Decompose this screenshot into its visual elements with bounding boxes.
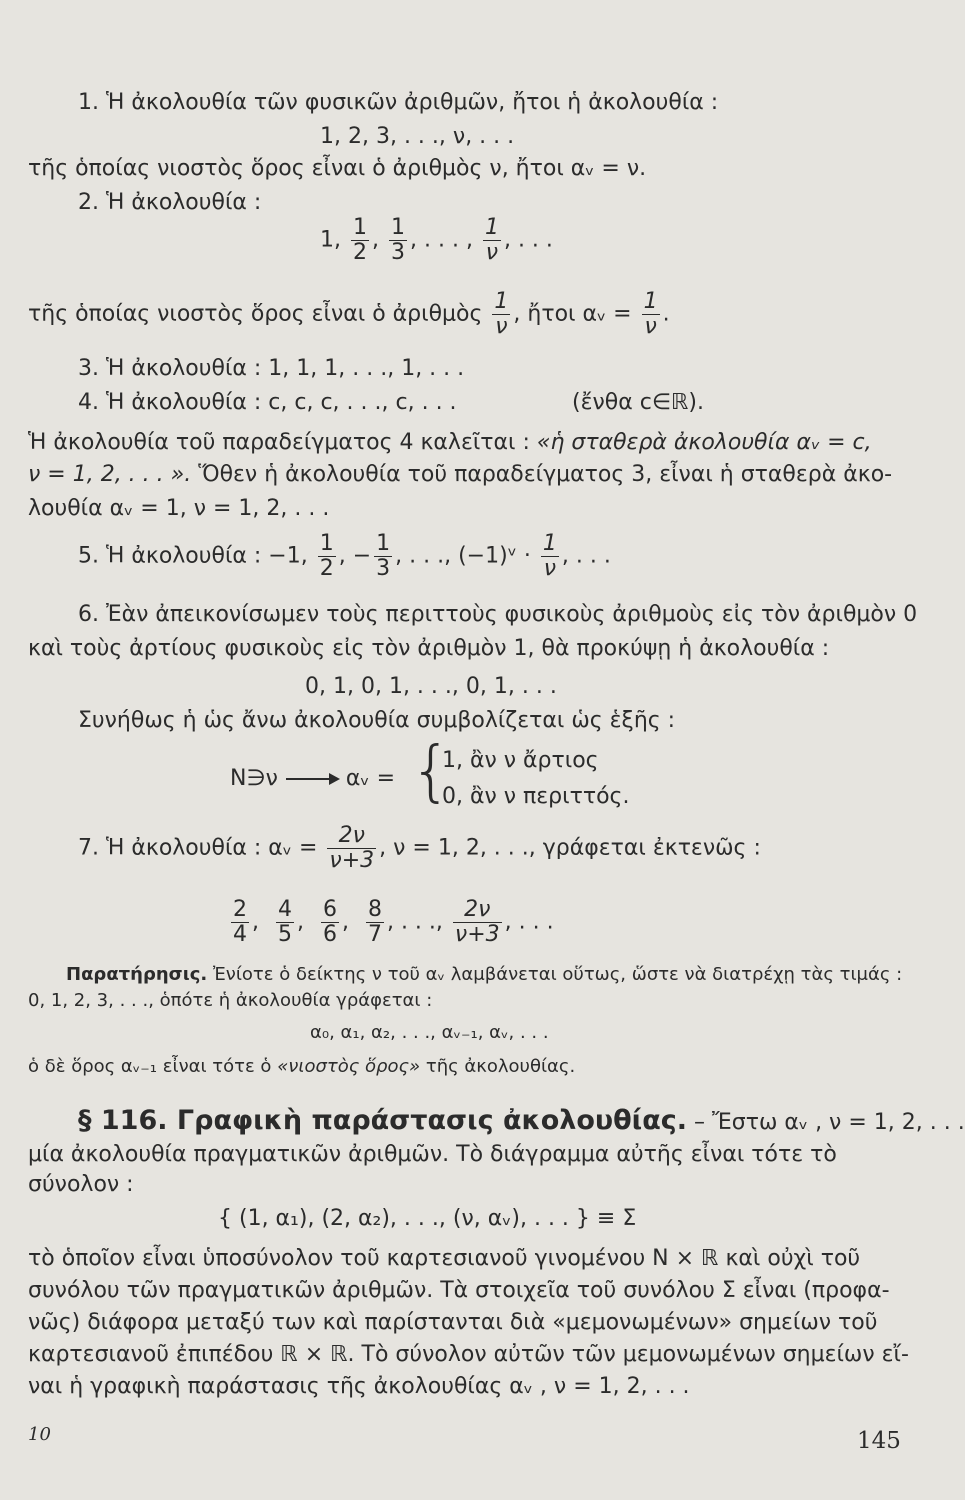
section-title-tail: – Ἔστω αᵥ , ν = 1, 2, . . .: [694, 1110, 965, 1135]
item-6-line-3: Συνήθως ἡ ὡς ἄνω ἀκολουθία συμβολίζεται ὡς ἑξῆς :: [78, 708, 676, 733]
fraction-1-v-a: [492, 290, 510, 339]
denominator: 7: [367, 922, 382, 947]
item-4-p1-italic: «ἡ σταθερὰ ἀκολουθία αᵥ = c,: [536, 430, 872, 455]
item-3-text: 3. Ἡ ἀκολουθία : 1, 1, 1, . . ., 1, . . .: [78, 356, 465, 381]
denominator: 4: [233, 922, 247, 947]
numerator: 4: [277, 897, 292, 922]
item-7-expanded: $\frac{2}{4}$ , $\frac{4}{5}$ , $\frac{6}{6}$ , $\frac{8}{7}$ , . . ., $\frac{2\nu}{\nu+3}$ , . . .: [233, 897, 554, 947]
section-para-5: ναι ἡ γραφικὴ παράστασις τῆς ἀκολουθίας αᵥ , ν = 1, 2, . . .: [28, 1374, 690, 1399]
numerator: 1: [376, 531, 391, 556]
section-title: § 116. Γραφικὴ παράστασις ἀκολουθίας.: [78, 1105, 688, 1136]
numerator: 1: [391, 215, 405, 240]
fraction-1-2: [351, 216, 369, 265]
remark-line-3: [28, 1056, 575, 1078]
item-7-line: [78, 824, 761, 873]
denominator: ν+3: [454, 922, 500, 947]
numerator: 1: [484, 215, 499, 240]
denominator: 3: [376, 556, 391, 581]
page-number: 145: [857, 1428, 901, 1454]
item-2-text-c: .: [662, 301, 670, 327]
curly-brace-icon: {: [410, 732, 452, 809]
remark-text-3b: τῆς ἀκολουθίας.: [425, 1056, 576, 1077]
fraction-4-5: [276, 898, 294, 947]
section-para-3: νῶς) διάφορα μεταξύ των καὶ παρίστανται διὰ «μεμονωμένων» σημείων τοῦ: [28, 1310, 878, 1335]
seq-mid: , . . . ,: [410, 227, 473, 253]
arrow-icon: [286, 778, 338, 780]
fraction-1-v: [483, 216, 501, 265]
item-2-lead: 2. Ἡ ἀκολουθία :: [78, 190, 262, 215]
item-2-sequence: 1, $\frac{1}{2}$ , $\frac{1}{3}$ , . . . , $\frac{1}{\nu}$ , . . .: [320, 215, 553, 265]
fraction-general: [327, 824, 376, 873]
denominator: 5: [277, 922, 292, 947]
item-6-line-2: καὶ τοὺς ἀρτίους φυσικοὺς εἰς τὸν ἀριθμὸν 1, θὰ προκύψῃ ἡ ἀκολουθία :: [28, 636, 830, 661]
item-5-mid: , . . ., (−1)ᵛ ·: [395, 543, 531, 569]
denominator: ν: [644, 314, 657, 339]
item-7-tail: , ν = 1, 2, . . ., γράφεται ἐκτενῶς :: [379, 835, 761, 861]
item-7-end: , . . .: [504, 909, 554, 935]
item-6-sequence: 0, 1, 0, 1, . . ., 0, 1, . . .: [305, 674, 557, 699]
remark-line-1: [66, 964, 902, 986]
numerator: 1: [319, 531, 334, 556]
remark-text-1: Ἐνίοτε ὁ δείκτης ν τοῦ αᵥ λαμβάνεται οὕτως, ὥστε νὰ διατρέχῃ τὰς τιμάς :: [212, 964, 903, 985]
item-6-case-1: 1, ἂν ν ἄρτιος: [442, 748, 599, 773]
item-7-dots: , . . .,: [386, 909, 443, 935]
mapping-value: αᵥ =: [345, 766, 396, 791]
item-7-lead: 7. Ἡ ἀκολουθία : αᵥ =: [78, 835, 318, 861]
denominator: ν+3: [329, 848, 375, 873]
remark-text-3a: ὁ δὲ ὅρος αᵥ₋₁ εἶναι τότε ὁ: [28, 1056, 272, 1077]
section-set: { (1, α₁), (2, α₂), . . ., (ν, αᵥ), . . . } ≡ Σ: [218, 1206, 637, 1231]
item-1-text: τῆς ὁποίας νιοστὸς ὅρος εἶναι ὁ ἀριθμὸς ν, ἤτοι αᵥ = ν.: [28, 156, 647, 181]
section-heading-line: [78, 1105, 965, 1136]
numerator: 2ν: [453, 898, 502, 923]
remark-label: Παρατήρησις.: [66, 964, 208, 985]
numerator: 2ν: [327, 824, 376, 849]
remark-text-3-italic: «νιοστὸς ὅρος»: [277, 1056, 421, 1077]
denominator: 6: [322, 922, 337, 947]
fraction-2-4: [231, 898, 249, 947]
item-4-p1: [28, 430, 872, 456]
mapping-domain: N∋ν: [230, 766, 278, 791]
section-line-2: μία ἀκολουθία πραγματικῶν ἀριθμῶν. Τὸ διάγραμμα αὐτῆς εἶναι τότε τὸ: [28, 1142, 837, 1167]
item-6-mapping: [230, 766, 395, 792]
remark-sequence: α₀, α₁, α₂, . . ., αᵥ₋₁, αᵥ, . . .: [310, 1022, 549, 1043]
section-para-2: συνόλου τῶν πραγματικῶν ἀριθμῶν. Τὰ στοιχεῖα τοῦ συνόλου Σ εἶναι (προφα-: [28, 1278, 890, 1303]
item-4-p3: λουθία αᵥ = 1, ν = 1, 2, . . .: [28, 496, 330, 521]
item-4-p2-italic: ν = 1, 2, . . . ».: [28, 462, 192, 487]
item-6-line-1: 6. Ἐὰν ἀπεικονίσωμεν τοὺς περιττοὺς φυσικοὺς ἀριθμοὺς εἰς τὸν ἀριθμὸν 0: [78, 602, 918, 627]
denominator: ν: [485, 240, 499, 265]
item-5-sep: , −: [338, 543, 372, 569]
item-4-p2: [28, 462, 892, 488]
denominator: ν: [495, 314, 508, 339]
numerator: 1: [643, 289, 658, 314]
denominator: 2: [319, 556, 334, 581]
item-1-lead: 1. Ἡ ἀκολουθία τῶν φυσικῶν ἀριθμῶν, ἤτοι ἡ ἀκολουθία :: [78, 90, 719, 115]
denominator: 2: [353, 240, 367, 265]
fraction-1-3: [389, 216, 407, 265]
item-5-end: , . . .: [561, 543, 611, 569]
fraction-general-term: [453, 898, 502, 947]
item-5-line: [78, 532, 611, 581]
fraction-6-6: [321, 898, 339, 947]
numerator: 1: [494, 289, 509, 314]
numerator: 2: [233, 897, 247, 922]
remark-line-2: 0, 1, 2, 3, . . ., ὁπότε ἡ ἀκολουθία γράφεται :: [28, 990, 433, 1011]
item-6-case-2: 0, ἂν ν περιττός.: [442, 784, 630, 809]
denominator: ν: [543, 556, 556, 581]
item-5-lead: 5. Ἡ ἀκολουθία : −1,: [78, 543, 308, 569]
seq-start: 1,: [320, 227, 341, 253]
section-para-1: τὸ ὁποῖον εἶναι ὑποσύνολον τοῦ καρτεσιανοῦ γινομένου N × ℝ καὶ οὐχὶ τοῦ: [28, 1246, 861, 1271]
item-2-text: [28, 290, 670, 339]
signature-mark: 10: [28, 1424, 51, 1445]
numerator: 1: [542, 531, 557, 556]
item-2-text-a: τῆς ὁποίας νιοστὸς ὅρος εἶναι ὁ ἀριθμὸς: [28, 301, 483, 327]
item-4-text: 4. Ἡ ἀκολουθία : c, c, c, . . ., c, . . .: [78, 390, 457, 415]
section-line-3: σύνολον :: [28, 1172, 134, 1197]
fraction-1-v: [541, 532, 559, 581]
denominator: 3: [391, 240, 405, 265]
item-2-text-b: , ἤτοι αᵥ =: [513, 301, 632, 327]
numerator: 8: [367, 897, 382, 922]
numerator: 1: [353, 215, 367, 240]
seq-end: , . . .: [503, 227, 553, 253]
item-4-note: (ἔνθα c∈ℝ).: [572, 390, 704, 415]
fraction-1-2: [318, 532, 336, 581]
item-4-p2-text: Ὅθεν ἡ ἀκολουθία τοῦ παραδείγματος 3, εἶναι ἡ σταθερὰ ἀκο-: [198, 462, 893, 487]
section-para-4: καρτεσιανοῦ ἐπιπέδου ℝ × ℝ. Τὸ σύνολον αὐτῶν τῶν μεμονωμένων σημείων εἴ-: [28, 1342, 909, 1367]
fraction-8-7: [366, 898, 384, 947]
fraction-1-3: [374, 532, 392, 581]
item-4-p1-text: Ἡ ἀκολουθία τοῦ παραδείγματος 4 καλεῖται :: [28, 430, 530, 455]
numerator: 6: [322, 897, 337, 922]
item-1-sequence: 1, 2, 3, . . ., ν, . . .: [320, 124, 515, 149]
fraction-1-v-b: [642, 290, 660, 339]
